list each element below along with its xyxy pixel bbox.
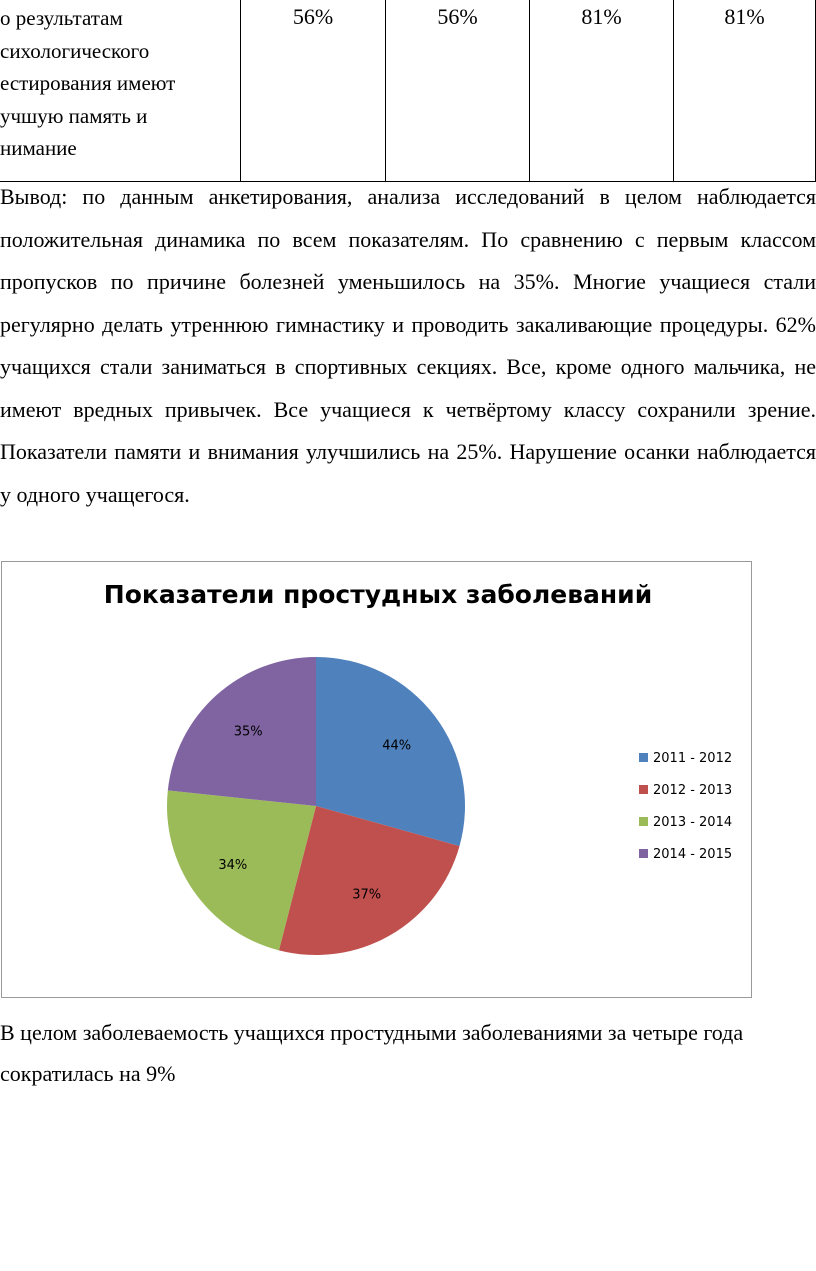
table-row-label: о результатам сихологического естирования имеют учшую память и нимание [0,6,176,160]
conclusion-paragraph: Вывод: по данным анкетирования, анализа исследований в целом наблюдается положительная динамика по всем показателям. По сравнению с первым классом пропусков по причине болезней уменьшилось на 35%. Многие учащиеся стали регулярно делать утреннюю гимнастику и проводить закаливающие процедуры. 62% учащихся стали заниматься в спортивных секциях. Все, кроме одного мальчика, не имеют вредных привычек. Все учащиеся к четвёртому классу сохранили зрение. Показатели памяти и внимания улучшились на 25%. Нарушение осанки наблюдается у одного учащегося. [0,184,816,507]
chart-title: Показатели простудных заболеваний [103,580,653,609]
legend-swatch [639,817,648,826]
legend-label: 2012 - 2013 [653,783,733,798]
slice-data-label: 35% [233,724,263,740]
table-cell: 56% [437,4,478,29]
results-table-fragment [0,0,816,182]
table-cell: 56% [292,4,334,29]
legend-label: 2014 - 2015 [653,847,733,862]
legend-swatch [639,849,648,858]
slice-data-label: 44% [382,738,412,754]
slice-data-label: 37% [352,887,382,903]
pie-chart [1,561,752,998]
table-cell: 81% [581,4,622,29]
legend-swatch [639,753,648,762]
footer-paragraph: В целом заболеваемость учащихся простудными заболеваниями за четыре года сократилась на 9% [0,1020,744,1086]
legend-swatch [639,785,648,794]
table-cell: 81% [724,4,765,29]
pie-chart-canvas [2,562,753,999]
slice-data-label: 34% [218,857,248,873]
legend-label: 2013 - 2014 [653,815,733,830]
legend-label: 2011 - 2012 [653,751,733,766]
